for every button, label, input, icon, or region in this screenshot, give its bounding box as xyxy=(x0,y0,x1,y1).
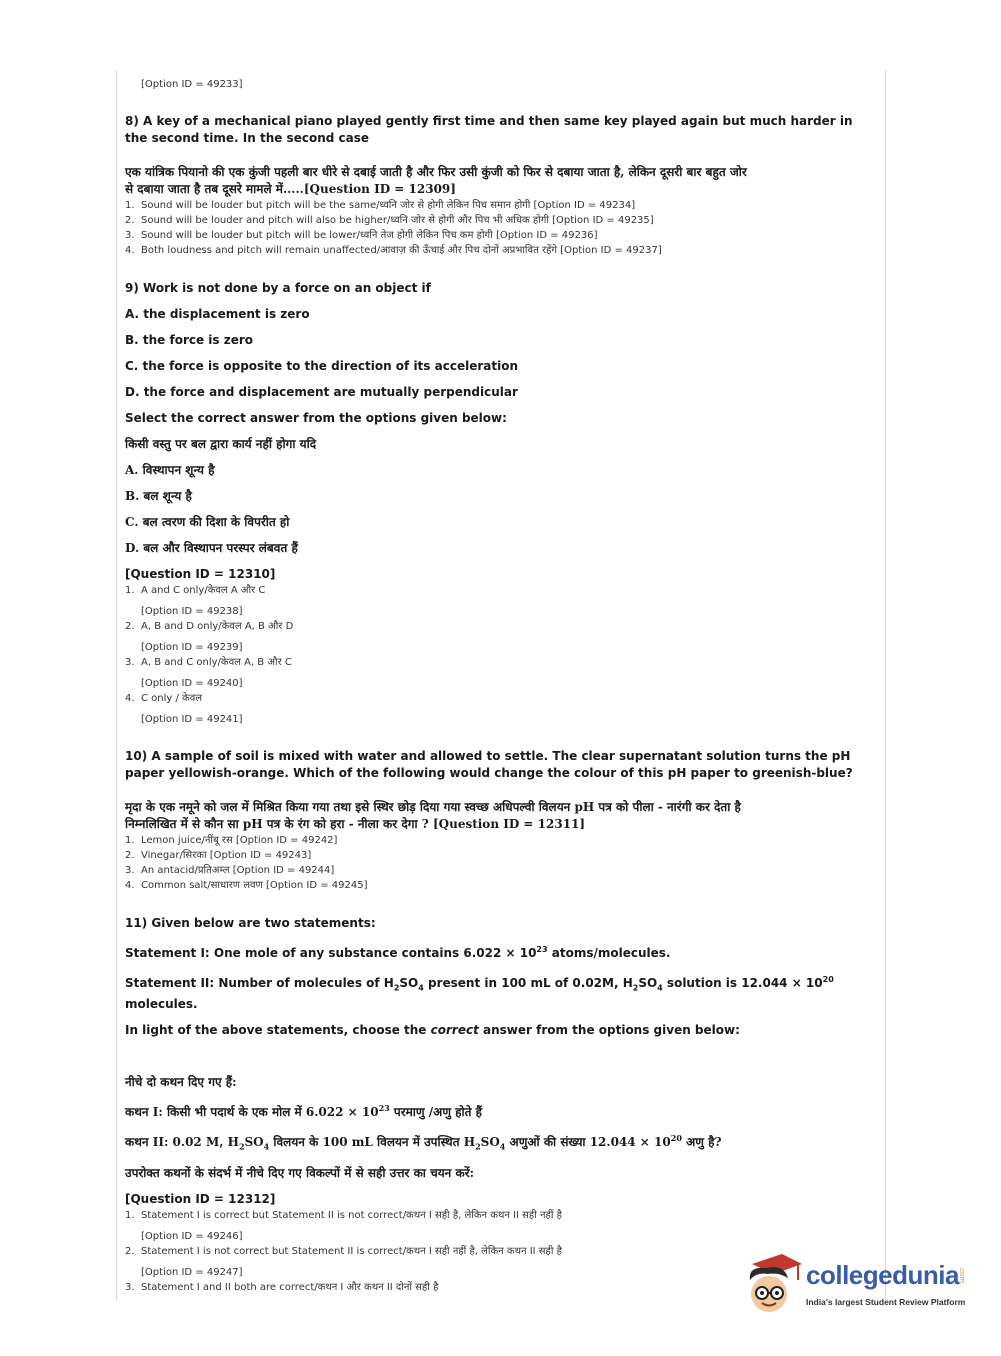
question-8-hindi-line2: से दबाया जाता है तब दूसरे मामले में.....[Question ID = 12309] xyxy=(125,182,456,196)
list-item: 3. An antacid/प्रतिअम्ल [Option ID = 49244] xyxy=(125,865,335,876)
question-10 xyxy=(125,748,875,893)
question-8-english: 8) A key of a mechanical piano played gently first time and then same key played again but much harder in the second time. In the second case xyxy=(125,114,853,145)
list-item: 3. Statement I and II both are correct/कथन I और कथन II दोनों सही है xyxy=(125,1281,439,1293)
question-9-d: D. the force and displacement are mutually perpendicular xyxy=(125,385,518,399)
option-id: [Option ID = 49240] xyxy=(141,678,243,689)
question-10-english: 10) A sample of soil is mixed with water and allowed to settle. The clear supernatant solution turns the pH paper yellowish-orange. Which of the following would change the colour of this pH paper to greenish-blue? xyxy=(125,749,853,780)
question-11-hindi: नीचे दो कथन दिए गए हैं: xyxy=(125,1075,237,1090)
list-item: 4. Common salt/साधारण लवण [Option ID = 49245] xyxy=(125,880,368,891)
list-item: 3. A, B and C only/केवल A, B और C xyxy=(125,657,292,668)
question-9-select: Select the correct answer from the options given below: xyxy=(125,411,507,425)
list-item: 2. Statement I is not correct but Statement II is correct/कथन I सही नहीं है, लेकिन कथन II सही है xyxy=(125,1245,562,1257)
list-item: 4. C only / केवल xyxy=(125,693,203,704)
question-10-options xyxy=(125,833,875,893)
option-id: [Option ID = 49241] xyxy=(141,714,243,725)
question-9-hindi-a: A. विस्थापन शून्य है xyxy=(125,463,215,477)
question-9-b: B. the force is zero xyxy=(125,333,254,347)
question-11 xyxy=(125,915,875,1295)
list-item: 1. A and C only/केवल A और C xyxy=(125,585,266,596)
question-10-hindi-line1: मृदा के एक नमूने को जल में मिश्रित किया गया तथा इसे स्थिर छोड़ दिया गया स्वच्छ अधिपल्वी विलयन pH पत्र को पीला - नारंगी कर देता है xyxy=(125,800,741,814)
question-8-options xyxy=(125,198,875,258)
logo-name: collegedunia xyxy=(806,1260,959,1290)
list-item: 2. Vinegar/सिरका [Option ID = 49243] xyxy=(125,850,312,861)
question-9 xyxy=(125,280,875,727)
question-8-hindi-line1: एक यांत्रिक पियानो की एक कुंजी पहली बार धीरे से दबाई जाती है और फिर उसी कुंजी को फिर से दबाया जाता है, लेकिन दूसरी बार बहुत जोर xyxy=(125,165,747,179)
option-id: [Option ID = 49246] xyxy=(141,1230,243,1242)
question-9-hindi-d: D. बल और विस्थापन परस्पर लंबवत हैं xyxy=(125,541,298,555)
question-10-hindi-line2: निम्नलिखित में से कौन सा pH पत्र के रंग को हरा - नीला कर देगा ? [Question ID = 12311] xyxy=(125,817,586,831)
list-item: 2. A, B and D only/केवल A, B और D xyxy=(125,621,294,632)
question-9-options xyxy=(125,583,875,727)
question-9-a: A. the displacement is zero xyxy=(125,307,310,321)
question-11-light: In light of the above statements, choose the correct answer from the options given below: xyxy=(125,1023,740,1038)
question-11-statement-2: Statement II: Number of molecules of $H_2SO_4$ present in 100 mL of 0.02M, $H_2SO_4$ solution is $12.044 \times 10^{20}$ molecules. xyxy=(125,975,834,1012)
question-9-hindi-c: C. बल त्वरण की दिशा के विपरीत हो xyxy=(125,515,290,529)
list-item: 3. Sound will be louder but pitch will be lower/ध्वनि तेज होगी लेकिन पिच कम होगी [Option ID = 49236] xyxy=(125,230,598,241)
list-item: 1. Statement I is correct but Statement II is not correct/कथन I सही है, लेकिन कथन II सही नहीं है xyxy=(125,1209,562,1221)
list-item: 1. Lemon juice/नींबू रस [Option ID = 49242] xyxy=(125,835,338,846)
list-item: 1. Sound will be louder but pitch will be the same/ध्वनि जोर से होगी लेकिन पिच समान होगी [Option ID = 49234] xyxy=(125,200,636,211)
question-9-hindi-b: B. बल शून्य है xyxy=(125,489,192,503)
document-content xyxy=(125,78,875,1295)
question-8 xyxy=(125,113,875,258)
logo-tagline: India's largest Student Review Platform xyxy=(806,1297,966,1307)
question-11-hindi-statement-2: कथन II: 0.02 M, $H_2SO_4$ विलयन के 100 mL विलयन में उपस्थित $H_2SO_4$ अणुओं की संख्या $12.044 \times 10^{20}$ अणु है? xyxy=(125,1133,722,1152)
question-11-hindi-choose: उपरोक्त कथनों के संदर्भ में नीचे दिए गए विकल्पों में से सही उत्तर का चयन करें: xyxy=(125,1165,475,1180)
question-9-english: 9) Work is not done by a force on an object if xyxy=(125,281,431,295)
question-9-c: C. the force is opposite to the direction of its acceleration xyxy=(125,359,518,373)
collegedunia-logo xyxy=(744,1250,969,1320)
top-option-id: [Option ID = 49233] xyxy=(141,79,243,90)
option-id: [Option ID = 49239] xyxy=(141,642,243,653)
list-item: 2. Sound will be louder and pitch will also be higher/ध्वनि जोर से होगी और पिच भी अधिक होगी [Option ID = 49235] xyxy=(125,215,654,226)
option-id: [Option ID = 49238] xyxy=(141,606,243,617)
logo-com: .com xyxy=(958,1266,966,1284)
question-9-id: [Question ID = 12310] xyxy=(125,567,276,581)
question-11-english: 11) Given below are two statements: xyxy=(125,916,376,930)
list-item: 4. Both loudness and pitch will remain unaffected/आवाज़ की ऊँचाई और पिच दोनों अप्रभावित रहेंगे [Option ID = 49237] xyxy=(125,245,662,256)
question-9-hindi: किसी वस्तु पर बल द्वारा कार्य नहीं होगा यदि xyxy=(125,437,317,451)
mascot-graduate-icon xyxy=(744,1250,804,1320)
question-11-statement-1: Statement I: One mole of any substance contains $6.022 \times 10^{23}$ atoms/molecules. xyxy=(125,945,671,960)
question-11-id: [Question ID = 12312] xyxy=(125,1191,276,1206)
question-11-hindi-statement-1: कथन I: किसी भी पदार्थ के एक मोल में $6.022 \times 10^{23}$ परमाणु /अणु होते हैं xyxy=(125,1103,483,1120)
option-id: [Option ID = 49247] xyxy=(141,1266,243,1278)
